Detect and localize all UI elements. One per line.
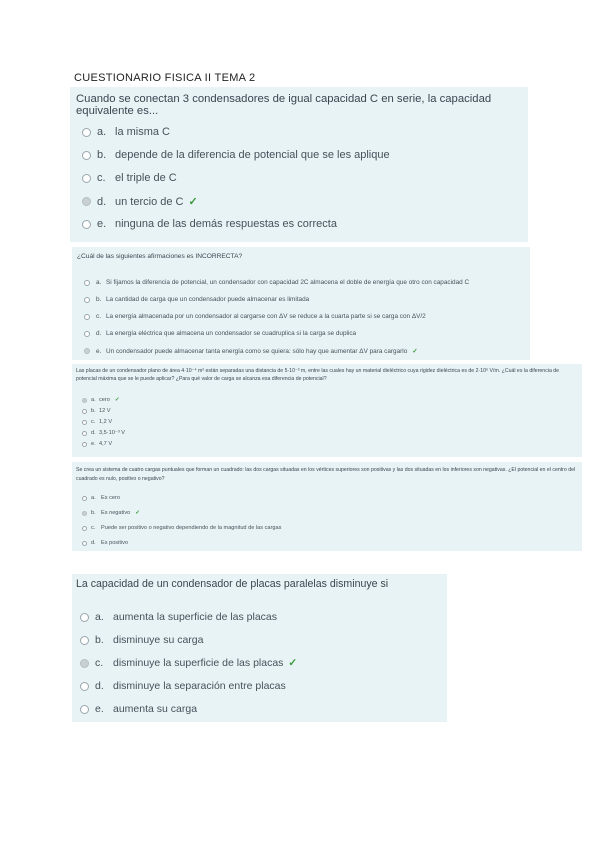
radio-button-icon[interactable]	[84, 331, 90, 337]
radio-button-icon[interactable]	[84, 280, 90, 286]
radio-button-icon[interactable]	[80, 636, 89, 645]
option-b[interactable]: b. depende de la diferencia de potencial que se les aplique	[70, 149, 390, 161]
question-text: Cuando se conectan 3 condensadores de igual capacidad C en serie, la capacidad equivalente es...	[76, 93, 492, 117]
question-text: La capacidad de un condensador de placas paralelas disminuye si	[76, 578, 389, 590]
option-a[interactable]: a. Es cero	[72, 495, 120, 501]
option-d[interactable]: d. Es positivo	[72, 540, 128, 546]
radio-button-icon[interactable]	[82, 526, 87, 531]
option-e[interactable]: e. Un condensador puede almacenar tanta energía como se quiera: sólo hay que aumentar ΔV para cargarlo ✓	[72, 347, 418, 355]
radio-button-icon[interactable]	[82, 409, 87, 414]
option-a[interactable]: a. la misma C	[70, 126, 170, 138]
question-card-5	[72, 574, 447, 722]
check-icon: ✓	[288, 657, 298, 669]
page-title: CUESTIONARIO FISICA II TEMA 2	[74, 72, 256, 84]
radio-button-icon[interactable]	[82, 197, 91, 206]
check-icon: ✓	[412, 348, 418, 355]
option-d[interactable]: d. disminuye la separación entre placas	[72, 680, 286, 692]
option-a[interactable]: a. Si fijamos la diferencia de potencial, un condensador con capacidad 2C almacena el doble de energía que otro con capacidad C	[72, 279, 469, 286]
radio-button-icon[interactable]	[80, 682, 89, 691]
option-e[interactable]: e. ninguna de las demás respuestas es correcta	[70, 218, 337, 230]
radio-button-icon[interactable]	[82, 220, 91, 229]
question-card-3	[72, 364, 582, 457]
option-c[interactable]: c. el triple de C	[70, 172, 177, 184]
radio-button-icon[interactable]	[80, 613, 89, 622]
radio-button-icon[interactable]	[84, 297, 90, 303]
radio-button-icon[interactable]	[82, 511, 87, 516]
option-d[interactable]: d. La energía eléctrica que almacena un condensador se cuadruplica si la carga se duplica	[72, 330, 356, 337]
option-e[interactable]: e. aumenta su carga	[72, 703, 197, 715]
option-c[interactable]: c. Puede ser positivo o negativo dependiendo de la magnitud de las cargas	[72, 525, 281, 531]
radio-button-icon[interactable]	[82, 128, 91, 137]
radio-button-icon[interactable]	[82, 151, 91, 160]
option-a[interactable]: a. aumenta la superficie de las placas	[72, 611, 277, 623]
check-icon: ✓	[188, 196, 198, 208]
radio-button-icon[interactable]	[82, 496, 87, 501]
radio-button-icon[interactable]	[82, 420, 87, 425]
question-text: Las placas de un condensador plano de área 4·10⁻⁴ m² están separadas una distancia de 5·10⁻³ m, entre las cuales hay un material dieléctrico cuya rigidez dieléctrica es de 2·10⁶ V/m. ¿Cuál es la diferencia de potencial máxima que se le puede aplicar? ¿Para qué valor de carga se alcanza esa diferencia de potencial?	[76, 368, 560, 383]
option-c[interactable]: c. disminuye la superficie de las placas ✓	[72, 657, 297, 669]
option-c[interactable]: c. La energía almacenada por un condensador al cargarse con ΔV se reduce a la cuarta parte si se carga con ΔV/2	[72, 313, 426, 320]
question-text: ¿Cuál de las siguientes afirmaciones es INCORRECTA?	[77, 253, 243, 260]
question-card-1	[70, 87, 528, 242]
option-b[interactable]: b. Es negativo ✓	[72, 510, 140, 516]
radio-button-icon[interactable]	[82, 174, 91, 183]
option-b[interactable]: b. 12 V	[72, 408, 111, 414]
radio-button-icon[interactable]	[84, 348, 90, 354]
option-c[interactable]: c. 1,2 V	[72, 419, 112, 425]
radio-button-icon[interactable]	[82, 442, 87, 447]
radio-button-icon[interactable]	[82, 398, 87, 403]
radio-button-icon[interactable]	[80, 659, 89, 668]
question-card-4	[72, 462, 582, 551]
option-a[interactable]: a. cero ✓	[72, 397, 120, 403]
check-icon: ✓	[114, 397, 120, 403]
question-text: Se crea un sistema de cuatro cargas puntuales que forman un cuadrado: las dos cargas situadas en los vértices superiores son positivas y las dos situadas en los inferiores son negativas. ¿El potencial en el centro del cuadrado es nulo, positivo o negativo?	[76, 467, 576, 482]
option-d[interactable]: d. 3,5·10⁻³ V	[72, 430, 125, 436]
option-d[interactable]: d. un tercio de C ✓	[70, 195, 198, 208]
check-icon: ✓	[135, 510, 140, 516]
radio-button-icon[interactable]	[80, 705, 89, 714]
option-b[interactable]: b. La cantidad de carga que un condensador puede almacenar es limitada	[72, 296, 309, 303]
radio-button-icon[interactable]	[82, 541, 87, 546]
option-b[interactable]: b. disminuye su carga	[72, 634, 203, 646]
question-card-2	[72, 247, 530, 360]
radio-button-icon[interactable]	[84, 314, 90, 320]
option-e[interactable]: e. 4,7 V	[72, 441, 112, 447]
radio-button-icon[interactable]	[82, 431, 87, 436]
